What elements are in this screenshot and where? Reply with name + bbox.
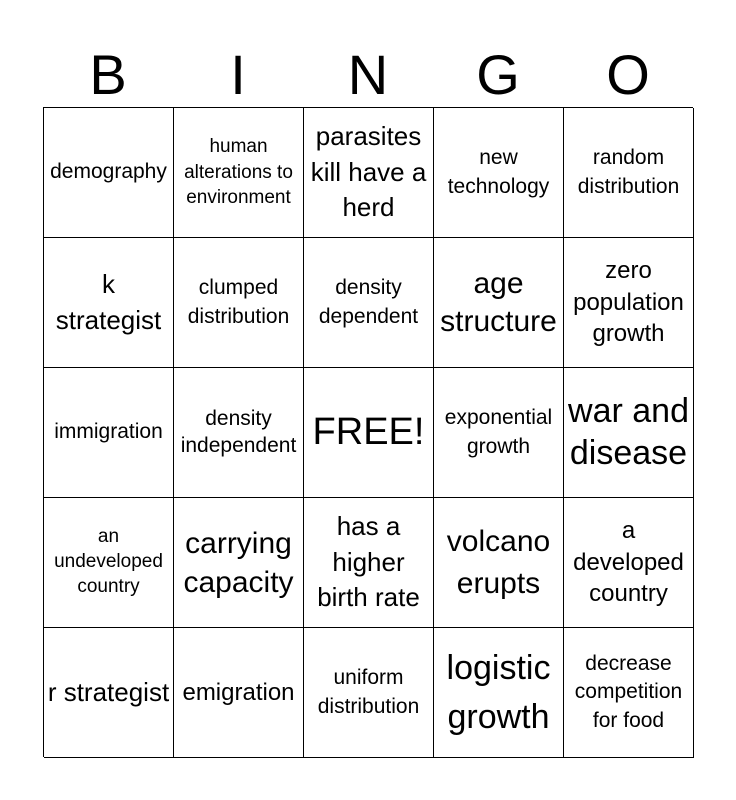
cell-label: emigration [182,678,295,706]
bingo-cell[interactable] [304,498,434,628]
bingo-cell[interactable] [44,498,174,628]
cell-label: logistic growth [446,649,551,736]
cell-label: exponential growth [444,406,553,458]
bingo-cell[interactable] [564,238,694,368]
cell-label: war and disease [568,392,689,472]
bingo-cell[interactable] [564,498,694,628]
cell-label: a developed country [573,516,684,608]
cell-label: decrease competition for food [574,651,683,732]
header-letter-n: N [347,43,389,106]
cell-label: random distribution [577,145,680,198]
cell-label: clumped distribution [187,275,290,328]
bingo-cell[interactable] [44,108,174,238]
cell-label: parasites kill have a herd [310,120,427,223]
bingo-cell[interactable] [564,108,694,238]
bingo-cell[interactable] [434,238,564,368]
cell-label: k strategist [55,268,162,335]
bingo-cell[interactable] [304,238,434,368]
bingo-cell[interactable] [564,628,694,758]
cell-label: zero population growth [573,256,684,348]
free-space-label: FREE! [312,410,425,453]
bingo-cell[interactable] [564,368,694,498]
bingo-cell[interactable] [174,628,304,758]
cell-label: immigration [54,420,163,444]
header-letter-o: O [606,43,650,106]
bingo-board [43,107,693,757]
header-letter-g: G [476,43,520,106]
bingo-cell[interactable] [174,498,304,628]
bingo-cell[interactable] [174,238,304,368]
cell-label: human alterations to environment [184,136,293,209]
bingo-header [43,42,693,108]
cell-label: density dependent [318,275,419,328]
bingo-cell[interactable] [174,368,304,498]
bingo-cell[interactable] [304,108,434,238]
cell-label: demography [50,160,167,184]
bingo-cell[interactable] [174,108,304,238]
bingo-cell[interactable] [434,628,564,758]
bingo-cell[interactable] [44,238,174,368]
header-letter-i: I [230,43,246,106]
cell-label: carrying capacity [183,526,294,599]
cell-label: uniform distribution [317,665,420,718]
cell-label: density independent [180,407,297,457]
cell-label: new technology [447,145,550,198]
bingo-cell[interactable] [434,498,564,628]
cell-label: age structure [440,267,557,338]
bingo-cell[interactable] [434,368,564,498]
bingo-cell[interactable] [434,108,564,238]
bingo-cell[interactable] [44,368,174,498]
cell-label: an undeveloped country [54,526,163,597]
header-letter-b: B [89,43,127,106]
cell-label: r strategist [47,676,170,707]
bingo-cell[interactable] [304,368,434,498]
cell-label: has a higher birth rate [317,510,420,613]
bingo-cell[interactable] [44,628,174,758]
bingo-cell[interactable] [304,628,434,758]
cell-label: volcano erupts [446,524,551,600]
